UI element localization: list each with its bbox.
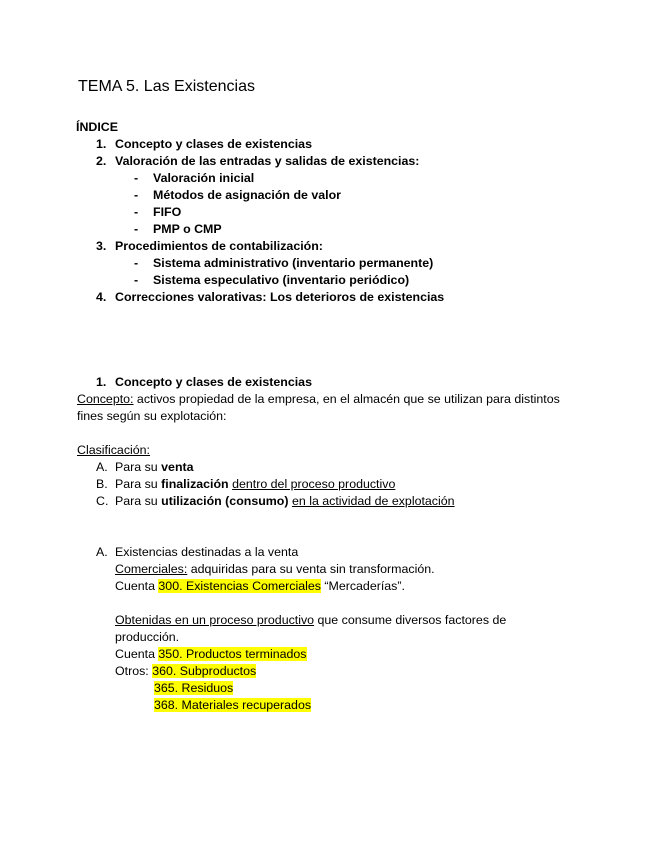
- index-item-text: Concepto y clases de existencias: [115, 137, 312, 151]
- highlighted-account: 300. Existencias Comerciales: [158, 579, 321, 593]
- index-item-number: 2.: [96, 154, 107, 168]
- index-item-4: [96, 290, 444, 305]
- concepto-label: Concepto:: [77, 392, 134, 406]
- index-subitem: - PMP o CMP: [134, 222, 222, 236]
- class-item-b: B. Para su finalización dentro del proceso productivo: [96, 477, 396, 491]
- index-item-number: 4.: [96, 290, 107, 304]
- cuenta-300-line: Cuenta 300. Existencias Comerciales “Mercaderías”.: [115, 579, 405, 593]
- page-title: TEMA 5. Las Existencias: [78, 78, 255, 95]
- clasificacion-label: Clasificación:: [77, 443, 150, 457]
- subsection-heading: A. Existencias destinadas a la venta: [96, 545, 299, 559]
- otros-line: Otros: 360. Subproductos: [115, 664, 257, 678]
- class-item-a: A. Para su venta: [96, 460, 194, 474]
- section-heading: 1. Concepto y clases de existencias: [96, 375, 312, 389]
- dash-bullet: -: [134, 171, 139, 185]
- dash-bullet: -: [134, 222, 139, 236]
- highlighted-account: 365. Residuos: [154, 681, 234, 695]
- index-subitem: - Sistema administrativo (inventario permanente): [134, 256, 434, 270]
- concepto-paragraph: Concepto: activos propiedad de la empresa, en el almacén que se utilizan para distintos: [77, 392, 560, 406]
- cuenta-368-line: [154, 698, 311, 713]
- index-subitem: - FIFO: [134, 205, 182, 219]
- dash-bullet: -: [134, 205, 139, 219]
- index-subitem: - Valoración inicial: [134, 171, 255, 185]
- comerciales-line: Comerciales: adquiridas para su venta sin transformación.: [115, 562, 435, 576]
- index-item-number: 3.: [96, 239, 107, 253]
- index-item-1: [96, 137, 312, 152]
- index-subitem: - Métodos de asignación de valor: [134, 188, 341, 202]
- index-item-text: Correcciones valorativas: Los deterioros de existencias: [115, 290, 445, 304]
- cuenta-350-line: Cuenta 350. Productos terminados: [115, 647, 307, 661]
- index-item-text: Valoración de las entradas y salidas de existencias:: [115, 154, 420, 168]
- index-item-text: Procedimientos de contabilización:: [115, 239, 323, 253]
- index-subitem: - Sistema especulativo (inventario periódico): [134, 273, 410, 287]
- obtenidas-line: Obtenidas en un proceso productivo que consume diversos factores de: [115, 613, 507, 627]
- index-heading: ÍNDICE: [76, 120, 118, 134]
- obtenidas-line-cont: producción.: [115, 630, 180, 644]
- index-item-2: [96, 154, 419, 169]
- dash-bullet: -: [134, 256, 139, 270]
- concepto-paragraph-cont: fines según su explotación:: [77, 409, 227, 423]
- index-item-3: [96, 239, 323, 254]
- class-item-c: C. Para su utilización (consumo) en la actividad de explotación: [96, 494, 455, 508]
- dash-bullet: -: [134, 188, 139, 202]
- index-item-number: 1.: [96, 137, 107, 151]
- highlighted-account: 350. Productos terminados: [158, 647, 307, 661]
- dash-bullet: -: [134, 273, 139, 287]
- cuenta-365-line: [154, 681, 233, 696]
- highlighted-account: 368. Materiales recuperados: [154, 698, 312, 712]
- highlighted-account: 360. Subproductos: [152, 664, 257, 678]
